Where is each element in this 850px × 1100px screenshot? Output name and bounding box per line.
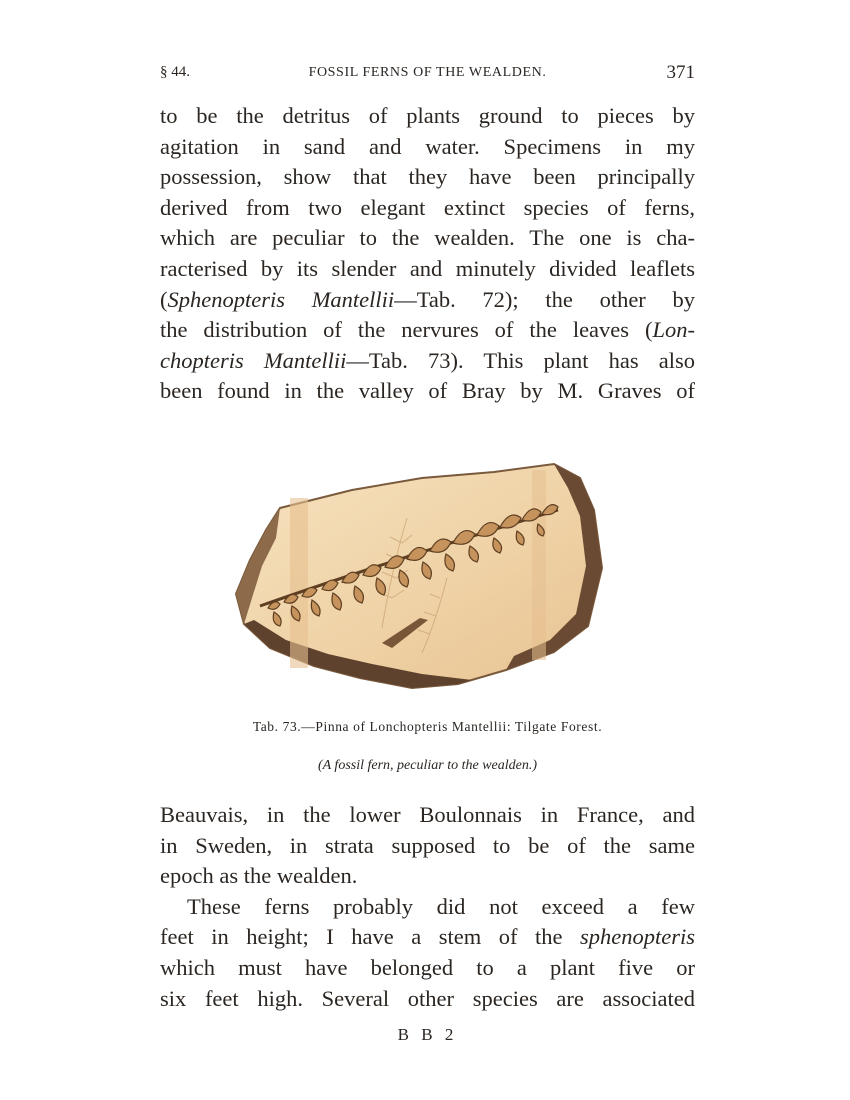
paragraph-top: [160, 101, 695, 407]
text-run: feet in height; I have a stem of the: [160, 924, 580, 950]
text-line: Beauvais, in the lower Boulonnais in France, and: [160, 802, 695, 827]
stone-band: [290, 498, 308, 668]
running-head: [160, 62, 695, 84]
stone-band: [532, 470, 546, 660]
text-line: [160, 285, 695, 316]
text-line: to be the detritus of plants ground to pieces by: [160, 103, 695, 128]
text-run: —Tab. 72); the other by: [394, 286, 695, 312]
species-name: Lon-: [652, 317, 695, 343]
signature-mark: B B 2: [397, 1025, 458, 1044]
text-line: epoch as the wealden.: [160, 863, 358, 889]
text-line: possession, show that they have been principally: [160, 164, 695, 190]
text-run: the distribution of the nervures of the leaves (: [160, 317, 653, 343]
text-line: derived from two elegant extinct species of ferns,: [160, 194, 695, 220]
text-line: [160, 346, 695, 377]
species-name: chopteris Mantellii: [160, 347, 347, 373]
text-line: six feet high. Several other species are associated: [160, 985, 695, 1011]
text-line: in Sweden, in strata supposed to be of the same: [160, 832, 695, 858]
text-line: been found in the valley of Bray by M. Graves of: [160, 378, 695, 404]
text-line: [160, 315, 695, 346]
page-number: 371: [666, 62, 695, 83]
text-line: agitation in sand and water. Specimens in my: [160, 133, 695, 159]
figure-caption: Tab. 73.—Pinna of Lonchopteris Mantellii: Tilgate Forest.: [252, 719, 603, 734]
paragraph-bottom: [160, 800, 695, 1014]
text-line: [160, 922, 695, 953]
text-line: which must have belonged to a plant five or: [160, 954, 695, 980]
text-run: (: [160, 286, 168, 312]
fossil-fern-illustration: [232, 448, 616, 700]
text-line: which are peculiar to the wealden. The one is cha-: [160, 225, 695, 251]
species-name: sphenopteris: [580, 924, 695, 950]
text-line: racterised by its slender and minutely divided leaflets: [160, 255, 695, 281]
species-name: Sphenopteris Mantellii: [167, 286, 395, 312]
text-run: —Tab. 73). This plant has also: [346, 347, 695, 373]
figure-subcaption: (A fossil fern, peculiar to the wealden.): [317, 758, 538, 773]
section-number: § 44.: [160, 64, 190, 80]
text-line: These ferns probably did not exceed a few: [187, 893, 695, 919]
running-title: FOSSIL FERNS OF THE WEALDEN.: [308, 65, 547, 80]
